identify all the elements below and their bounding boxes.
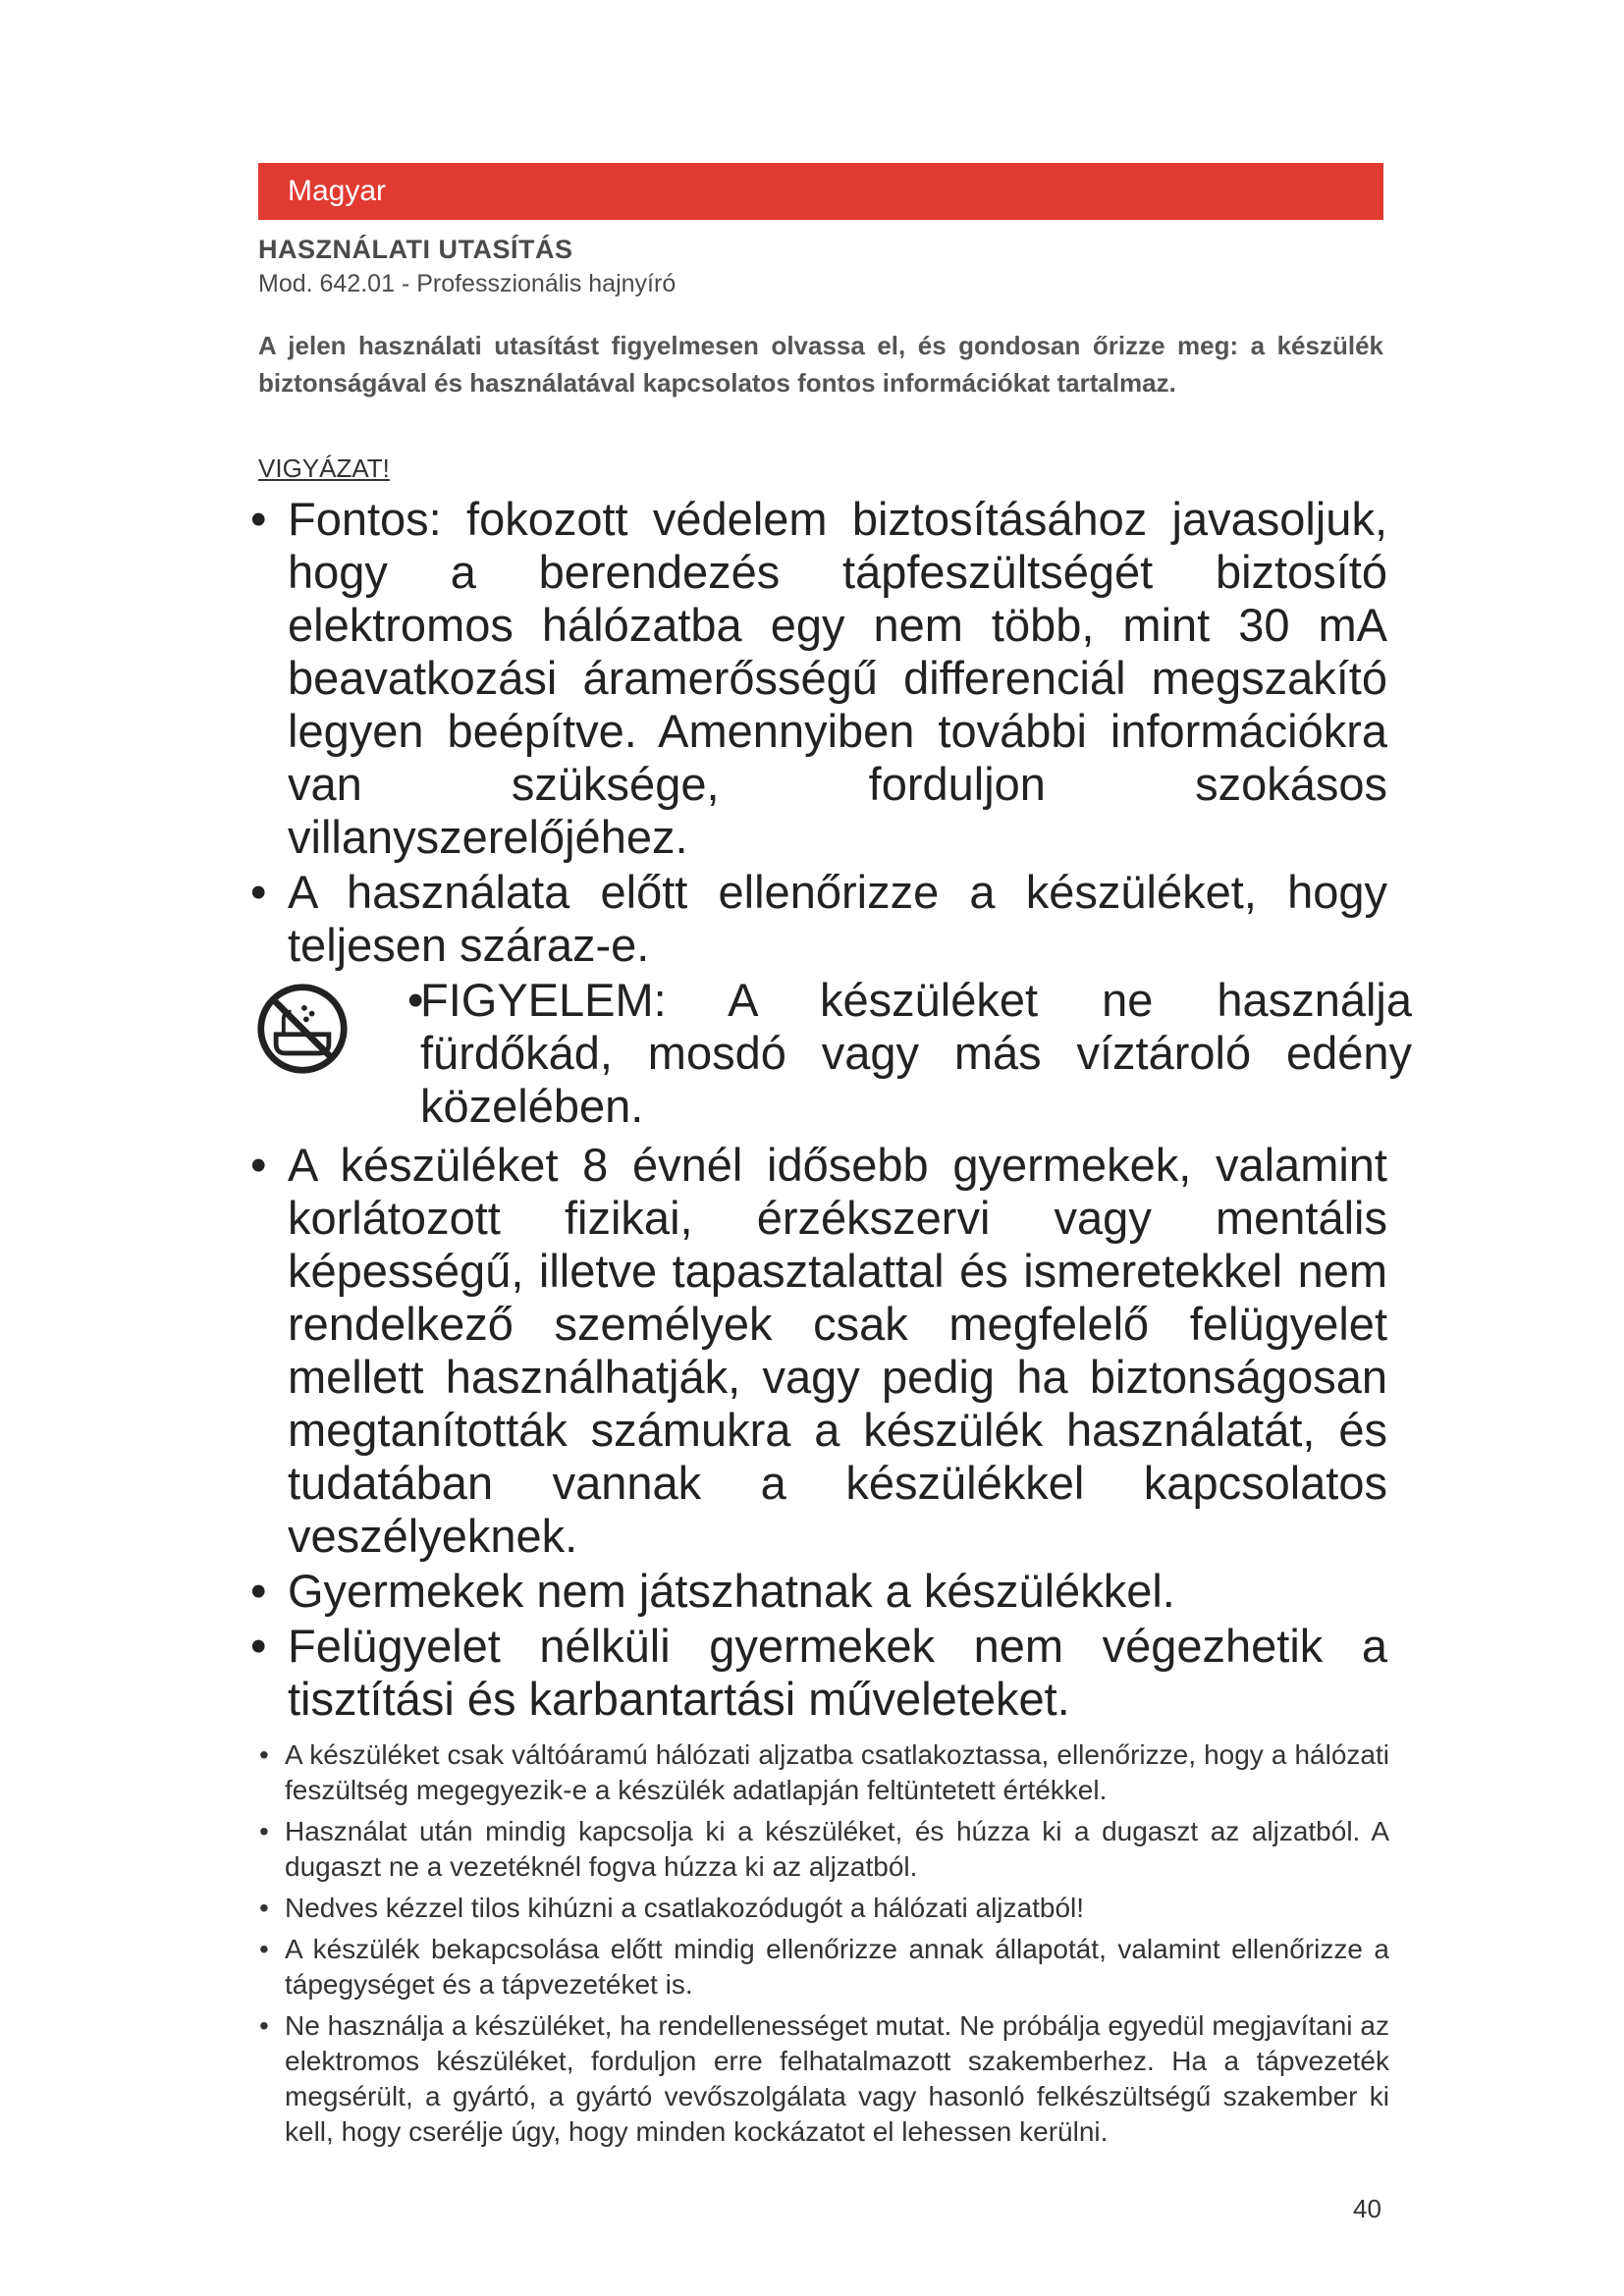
list-item	[255, 1737, 1389, 1808]
list-item	[241, 493, 1387, 864]
list-item-text: Nedves kézzel tilos kihúzni a csatlakozódugót a hálózati aljzatból!	[285, 1893, 1085, 1923]
bullet: •	[259, 1816, 269, 1846]
list-item-text: Gyermekek nem játszhatnak a készülékkel.	[288, 1565, 1175, 1617]
list-item	[255, 2008, 1389, 2150]
bullet: •	[250, 1620, 267, 1672]
language-bar	[258, 163, 1383, 220]
list-item-text: A készüléket csak váltóáramú hálózati aljzatba csatlakoztassa, ellenőrizze, hogy a hálózati feszültség megegyezik-e a készülék adatlapján feltüntetett értékkel.	[285, 1739, 1389, 1805]
list-item	[241, 1565, 1387, 1618]
list-item-text: Fontos: fokozott védelem biztosításához javasoljuk, hogy a berendezés tápfeszültségét biztosító elektromos hálózatba egy nem több, mint 30 mA beavatkozási áramerősségű differenciál megszakító legyen beépítve. Amennyiben további információkra van szüksége, forduljon szokásos villanyszerelőjéhez.	[288, 493, 1387, 863]
list-item-text: Ne használja a készüléket, ha rendellenességet mutat. Ne próbálja egyedül megjavítani az elektromos készüléket, forduljon erre felhatalmazott szakemberhez. Ha a tápvezeték megsérült, a gyártó, a gyártó vevőszolgálata vagy hasonló felkészültségű szakember ki kell, hogy cserélje úgy, hogy minden kockázatot el lehessen kerülni.	[285, 2010, 1389, 2147]
list-item-text: A készülék bekapcsolása előtt mindig ellenőrizze annak állapotát, valamint ellenőrizze a tápegységet és a tápvezetéket is.	[285, 1934, 1389, 2000]
list-item-text: A használata előtt ellenőrizze a készüléket, hogy teljesen száraz-e.	[288, 866, 1387, 971]
list-item-text: Használat után mindig kapcsolja ki a készüléket, és húzza ki a dugaszt az aljzatból. A dugaszt ne a vezetéknél fogva húzza ki az aljzatból.	[285, 1816, 1389, 1882]
warning-heading: VIGYÁZAT!	[258, 454, 390, 483]
language-label: Magyar	[288, 175, 387, 207]
no-bathtub-water-icon	[255, 982, 350, 1076]
list-item	[241, 1620, 1387, 1726]
large-warning-list	[241, 493, 1412, 1728]
bullet: •	[250, 866, 267, 918]
intro-paragraph: A jelen használati utasítást figyelmesen olvassa el, és gondosan őrizze meg: a készülék biztonságával és használatával kapcsolatos fontos információkat tartalmaz.	[258, 331, 1383, 398]
document-title: HASZNÁLATI UTASÍTÁS	[258, 235, 573, 264]
bullet: •	[259, 2010, 269, 2041]
list-item	[255, 1814, 1389, 1885]
list-item	[241, 866, 1387, 972]
bullet: •	[250, 1565, 267, 1617]
list-item	[255, 1891, 1389, 1926]
small-warning-list	[255, 1737, 1389, 2156]
bullet: •	[250, 1139, 267, 1191]
bullet: •	[407, 974, 424, 1026]
model-line: Mod. 642.01 - Professzionális hajnyíró	[258, 270, 677, 297]
page-number: 40	[1353, 2194, 1381, 2223]
list-item-text: Felügyelet nélküli gyermekek nem végezhetik a tisztítási és karbantartási műveleteket.	[288, 1620, 1387, 1725]
icon-warning-item	[241, 974, 1412, 1135]
bullet: •	[259, 1934, 269, 1964]
bullet: •	[250, 493, 267, 545]
list-item	[255, 1932, 1389, 2002]
icon-item-text: FIGYELEM: A készüléket ne használja fürdőkád, mosdó vagy más víztároló edény közelében.	[420, 974, 1412, 1132]
bullet: •	[259, 1893, 269, 1923]
list-item-text: A készüléket 8 évnél idősebb gyermekek, valamint korlátozott fizikai, érzékszervi vagy mentális képességű, illetve tapasztalattal és ismeretekkel nem rendelkező személyek csak megfelelő felügyelet mellett használhatják, vagy pedig ha biztonságosan megtanították számukra a készülék használatát, és tudatában vannak a készülékkel kapcsolatos veszélyeknek.	[288, 1139, 1387, 1562]
bullet: •	[259, 1739, 269, 1770]
list-item	[241, 1139, 1387, 1563]
